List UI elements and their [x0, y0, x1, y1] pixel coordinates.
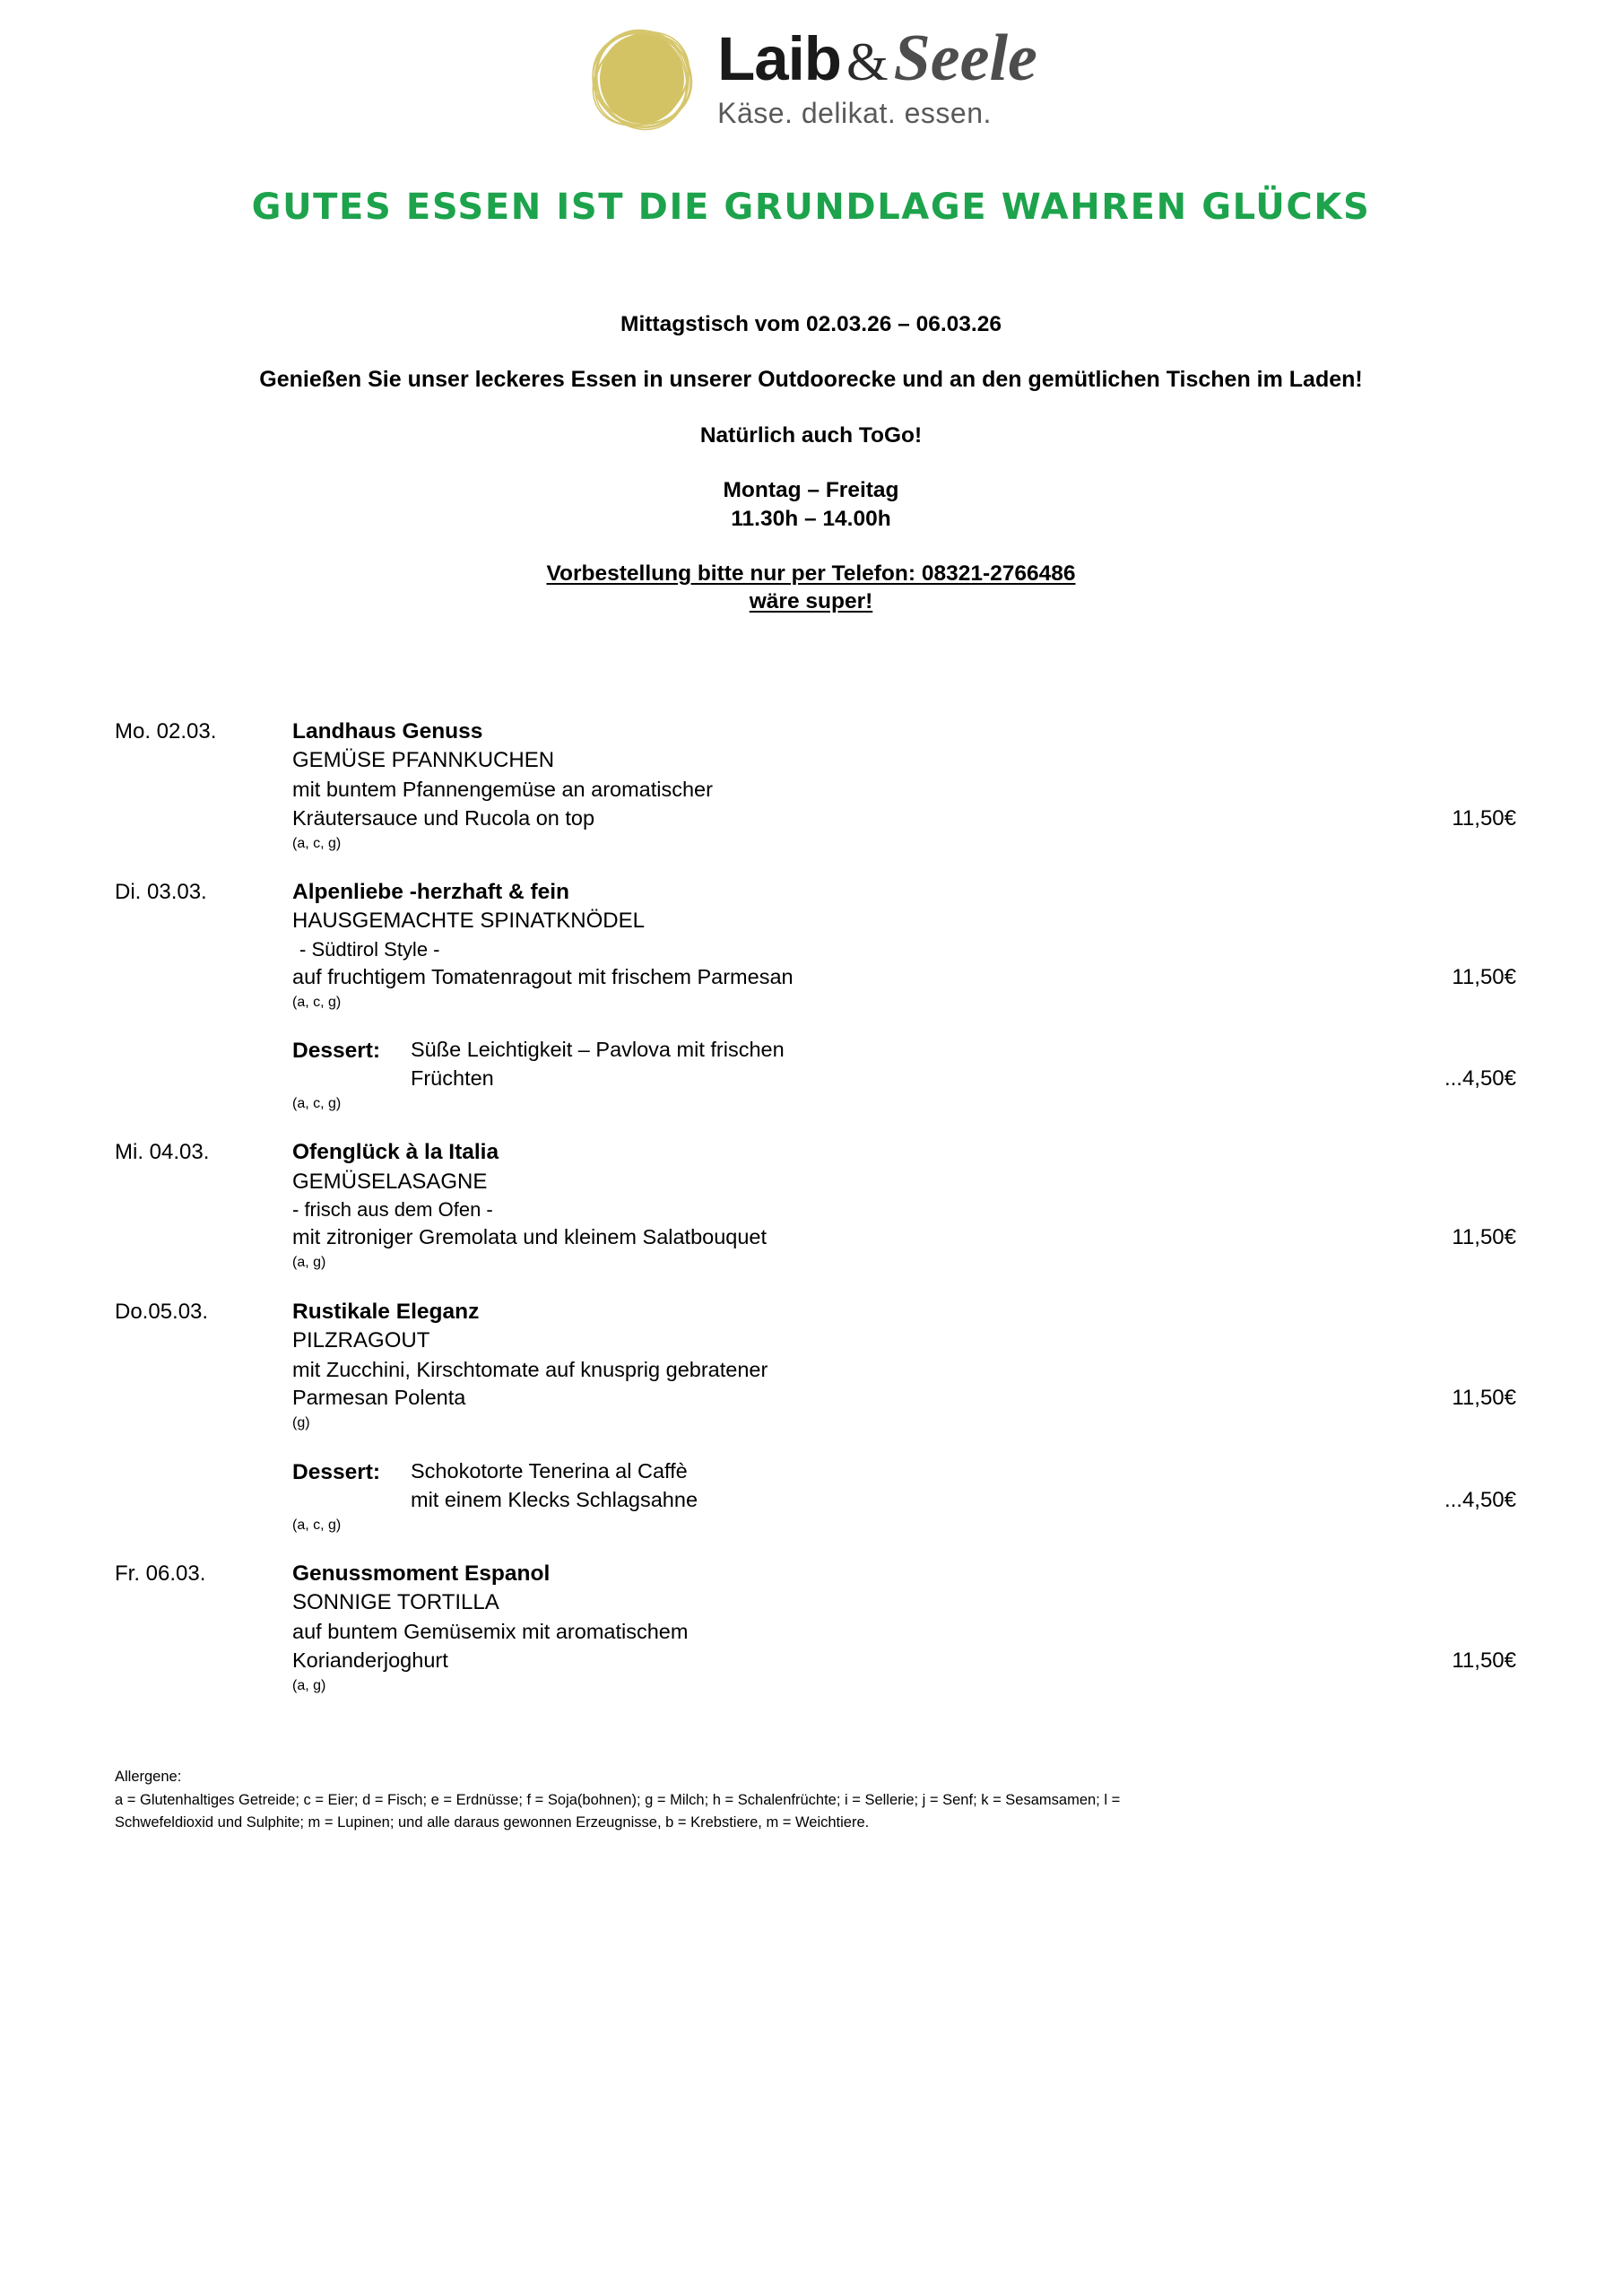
- dish-allergens: (a, g): [292, 1255, 326, 1271]
- allergen-heading: Allergene:: [115, 1769, 182, 1786]
- dish-subtitle: - Südtirol Style -: [299, 937, 440, 961]
- dish-price: 11,50€: [1452, 1225, 1516, 1250]
- dish-description-price-row: [292, 1223, 1516, 1252]
- dish-price: 11,50€: [1452, 1648, 1516, 1673]
- dish-description-line-2: Kräutersauce und Rucola on top: [292, 805, 595, 830]
- dish-description-price-row: [292, 1647, 1516, 1675]
- dish-title: Rustikale Eleganz: [292, 1299, 480, 1324]
- gold-scribble-circle-icon: [585, 22, 699, 136]
- allergen-footer: [0, 1766, 1622, 1835]
- dish-name: PILZRAGOUT: [292, 1327, 430, 1352]
- dish-title: Alpenliebe -herzhaft & fein: [292, 879, 570, 904]
- togo-message: Natürlich auch ToGo!: [699, 422, 923, 448]
- logo-wordmark: [717, 21, 1037, 95]
- dish-allergens: (a, c, g): [292, 994, 342, 1010]
- dessert-description-price-row: [411, 1065, 1516, 1093]
- dish-name: SONNIGE TORTILLA: [292, 1590, 499, 1615]
- day-content: [292, 1297, 1516, 1536]
- day-content: [292, 877, 1516, 1114]
- dish-price: 11,50€: [1452, 805, 1516, 831]
- dessert-description-line-2: mit einem Klecks Schlagsahne: [411, 1487, 698, 1511]
- day-content: [292, 1559, 1516, 1696]
- dish-description-line-2: Parmesan Polenta: [292, 1386, 466, 1410]
- dish-name: GEMÜSELASAGNE: [292, 1169, 488, 1194]
- dish-allergens: (a, g): [292, 1677, 326, 1693]
- dish-description-price-row: [292, 963, 1516, 992]
- day-date: Do.05.03.: [115, 1299, 209, 1324]
- menu-period: Mittagstisch vom 02.03.26 – 06.03.26: [620, 312, 1002, 336]
- enjoy-message: Genießen Sie unser leckeres Essen in unserer Outdoorecke und an den gemütlichen Tischen im Laden!: [259, 367, 1363, 393]
- dish-description-line-2: Korianderjoghurt: [292, 1648, 448, 1672]
- dish-description-line-2: auf fruchtigem Tomatenragout mit frischem Parmesan: [292, 964, 794, 988]
- dish-description-line-1: mit Zucchini, Kirschtomate auf knusprig gebratener: [292, 1357, 768, 1381]
- logo-word-seele: Seele: [893, 21, 1037, 95]
- logo-header: [0, 0, 1622, 149]
- dish-name: GEMÜSE PFANNKUCHEN: [292, 747, 555, 772]
- dessert-label: Dessert:: [292, 1459, 381, 1484]
- menu-day-row: [115, 717, 1516, 854]
- allergen-legend-line-1: a = Glutenhaltiges Getreide; c = Eier; d = Fisch; e = Erdnüsse; f = Soja(bohnen); g = Milch; h = Schalenfrüchte; i = Sellerie; j = Senf; k = Sesamsamen; l =: [115, 1791, 1121, 1808]
- dish-price: 11,50€: [1452, 1386, 1516, 1411]
- brand-logo: [563, 13, 1059, 149]
- menu-day-row: [115, 1137, 1516, 1273]
- dish-allergens: (a, c, g): [292, 835, 342, 851]
- dessert-price: ...4,50€: [1444, 1487, 1516, 1512]
- dish-subtitle: - frisch aus dem Ofen -: [292, 1198, 493, 1222]
- day-date: Mi. 04.03.: [115, 1140, 210, 1165]
- dessert-label: Dessert:: [292, 1039, 381, 1064]
- logo-ampersand: &: [846, 31, 889, 91]
- allergen-legend-line-2: Schwefeldioxid und Sulphite; m = Lupinen; und alle daraus gewonnen Erzeugnisse, b = Krebstiere, m = Weichtiere.: [115, 1814, 870, 1831]
- dish-allergens: (g): [292, 1415, 310, 1431]
- day-content: [292, 1137, 1516, 1273]
- dessert-description-line-1: Schokotorte Tenerina al Caffè: [411, 1458, 688, 1483]
- dessert-description-price-row: [411, 1486, 1516, 1515]
- page-headline: GUTES ESSEN IST DIE GRUNDLAGE WAHREN GLÜCKS: [251, 187, 1371, 228]
- dessert-allergens: (a, c, g): [292, 1517, 342, 1533]
- dish-name: HAUSGEMACHTE SPINATKNÖDEL: [292, 909, 645, 934]
- day-date: Fr. 06.03.: [115, 1561, 206, 1587]
- dish-description-line-1: auf buntem Gemüsemix mit aromatischem: [292, 1620, 689, 1644]
- day-content: [292, 717, 1516, 854]
- dish-description-price-row: [292, 1384, 1516, 1413]
- dish-description-line-2: mit zitroniger Gremolata und kleinem Salatbouquet: [292, 1225, 768, 1249]
- preorder-phone-line: Vorbestellung bitte nur per Telefon: 08321-2766486: [546, 561, 1076, 586]
- dessert-allergens: (a, c, g): [292, 1095, 342, 1111]
- dish-title: Landhaus Genuss: [292, 718, 483, 744]
- menu-day-row: [115, 1559, 1516, 1696]
- logo-text-group: [717, 21, 1037, 134]
- dessert-block: [292, 1036, 1516, 1093]
- day-date: Mo. 02.03.: [115, 718, 217, 744]
- menu-list: [0, 717, 1622, 1697]
- dish-title: Genussmoment Espanol: [292, 1561, 551, 1587]
- dessert-content: [411, 1457, 1516, 1515]
- opening-hours: 11.30h – 14.00h: [731, 506, 891, 531]
- dish-description-price-row: [292, 804, 1516, 833]
- opening-days: Montag – Freitag: [723, 478, 899, 503]
- menu-day-row: [115, 877, 1516, 1114]
- preorder-phone-note: wäre super!: [749, 589, 873, 614]
- dessert-content: [411, 1036, 1516, 1093]
- dish-title: Ofenglück à la Italia: [292, 1140, 499, 1165]
- logo-tagline: Käse. delikat. essen.: [717, 96, 992, 129]
- dish-price: 11,50€: [1452, 964, 1516, 989]
- day-date: Di. 03.03.: [115, 879, 207, 904]
- menu-day-row: [115, 1297, 1516, 1536]
- logo-word-laib: Laib: [717, 23, 841, 93]
- dessert-description-line-2: Früchten: [411, 1066, 494, 1091]
- dish-description-line-1: mit buntem Pfannengemüse an aromatischer: [292, 777, 713, 801]
- dessert-description-line-1: Süße Leichtigkeit – Pavlova mit frischen: [411, 1038, 785, 1062]
- intro-block: [0, 280, 1622, 616]
- dessert-block: [292, 1457, 1516, 1515]
- dessert-price: ...4,50€: [1444, 1066, 1516, 1091]
